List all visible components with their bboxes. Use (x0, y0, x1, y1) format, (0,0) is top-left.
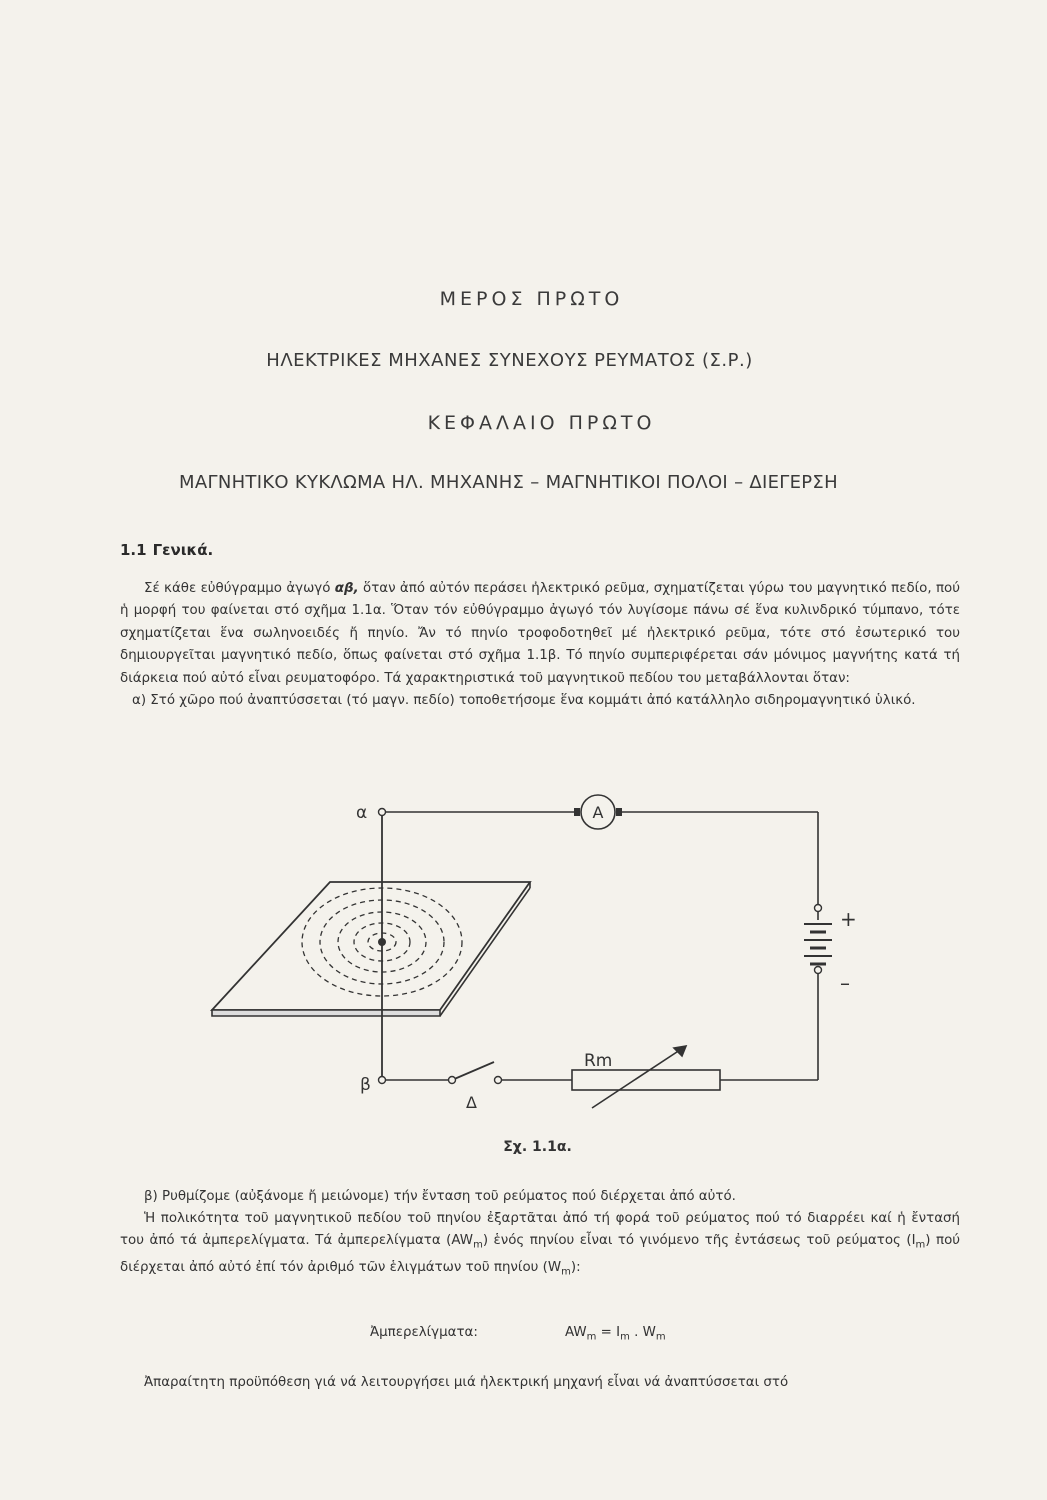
ammeter-label: A (592, 803, 604, 822)
formula-w-sub: m (655, 1331, 666, 1343)
label-minus: – (840, 971, 850, 995)
paragraph-1 (120, 578, 960, 712)
switch-blade (452, 1062, 494, 1080)
formula-dot: . W (629, 1325, 656, 1340)
formula-i-sub: m (620, 1331, 630, 1343)
part-heading: ΜΕΡΟΣ ΠΡΩΤΟ (439, 288, 624, 310)
p3-text-3: ) πού διέρχεται ἀπό αὐτό ἐπί τόν ἀριθμό τῶν ἑλιγμάτων τοῦ πηνίου (W (120, 1233, 961, 1276)
paragraph-2: β) Ρυθμίζομε (αὐξάνομε ἤ μειώνομε) τήν ἔνταση τοῦ ρεύματος πού διέρχεται ἀπό αὐτό. (144, 1189, 736, 1204)
switch-label: Δ (466, 1093, 477, 1112)
paragraph-4: Ἀπαραίτητη προϋπόθεση γιά νά λειτουργήσει μιά ἠλεκτρική μηχανή εἶναι νά ἀναπτύσσεται στό (144, 1375, 789, 1390)
p3-text-4: ): (570, 1260, 581, 1276)
rheostat-label: Rm (584, 1051, 613, 1071)
p3-text-1: Ἡ πολικότητα τοῦ μαγνητικοῦ πεδίου τοῦ πηνίου ἐξαρτᾶται ἀπό τή φορά τοῦ ρεύματος πού τό διαρρέει καί ἡ ἔντασή του ἀπό τά ἀμπερελίγματα. Τά ἀμπερελίγματα (AW (120, 1211, 960, 1249)
section-number: 1.1 (120, 541, 147, 559)
formula-label: Ἀμπερελίγματα: (370, 1325, 478, 1340)
formula (370, 1325, 666, 1343)
label-beta: β (360, 1075, 371, 1095)
conductor-label: αβ, (334, 581, 359, 596)
formula-eq: = I (596, 1325, 621, 1340)
p3-text-2: ) ἑνός πηνίου εἶναι τό γινόμενο τῆς ἐντάσεως τοῦ ρεύματος (I (482, 1233, 916, 1249)
label-plus: + (840, 907, 857, 931)
figure-caption: Σχ. 1.1α. (503, 1139, 572, 1155)
p3-sub-2: m (915, 1240, 926, 1252)
formula-lhs-sub: m (586, 1331, 597, 1343)
section-title: Γενικά. (152, 541, 214, 559)
paragraph-3 (120, 1208, 960, 1285)
chapter-title: ΜΑΓΝΗΤΙΚΟ ΚΥΚΛΩΜΑ ΗΛ. ΜΗΧΑΝΗΣ – ΜΑΓΝΗΤΙΚΟΙ ΠΟΛΟΙ – ΔΙΕΓΕΡΣΗ (179, 472, 838, 493)
formula-lhs: AW (565, 1325, 587, 1340)
p1-before: Σέ κάθε εὐθύγραμμο ἀγωγό (144, 581, 331, 596)
p1-after: ὅταν ἀπό αὐτόν περάσει ἠλεκτρικό ρεῦμα, σχηματίζεται γύρω του μαγνητικό πεδίο, πού ἡ μορφή του φαίνεται στό σχῆμα 1.1α. Ὅταν τόν εὐθύγραμμο ἀγωγό τόν λυγίσομε πάνω σέ ἕνα κυλινδρικό τύμπανο, τότε σχηματίζεται ἕνα σωληνοειδές ἤ πηνίο. Ἄν τό πηνίο τροφοδοτηθεῖ μέ ἠλεκτρικό ρεῦμα, τότε στό ἐσωτερικό του δημιουργεῖται μαγνητικό πεδίο, ὅπως φαίνεται στό σχῆμα 1.1β. Τό πηνίο συμπεριφέρεται σάν μόνιμος μαγνήτης κατά τή διάρκεια πού αὐτό εἶναι ρευματοφόρο. Τά χαρακτηριστικά τοῦ μαγνητικοῦ πεδίου του μεταβάλλονται ὅταν: (120, 581, 960, 686)
plate-edge (212, 1010, 440, 1016)
p1-item-a: α) Στό χῶρο πού ἀναπτύσσεται (τό μαγν. πεδίο) τοποθετήσομε ἕνα κομμάτι ἀπό κατάλληλο σιδηρομαγνητικό ὑλικό. (132, 693, 916, 709)
machines-heading: ΗΛΕΚΤΡΙΚΕΣ ΜΗΧΑΝΕΣ ΣΥΝΕΧΟΥΣ ΡΕΥΜΑΤΟΣ (Σ.Ρ.) (266, 350, 753, 371)
chapter-heading: ΚΕΦΑΛΑΙΟ ΠΡΩΤΟ (427, 412, 656, 434)
circuit-figure (200, 790, 890, 1140)
label-alpha: α (356, 803, 368, 823)
p3-sub-3: m (561, 1267, 571, 1279)
p3-sub-1: m (473, 1240, 483, 1252)
section-heading (120, 541, 219, 559)
